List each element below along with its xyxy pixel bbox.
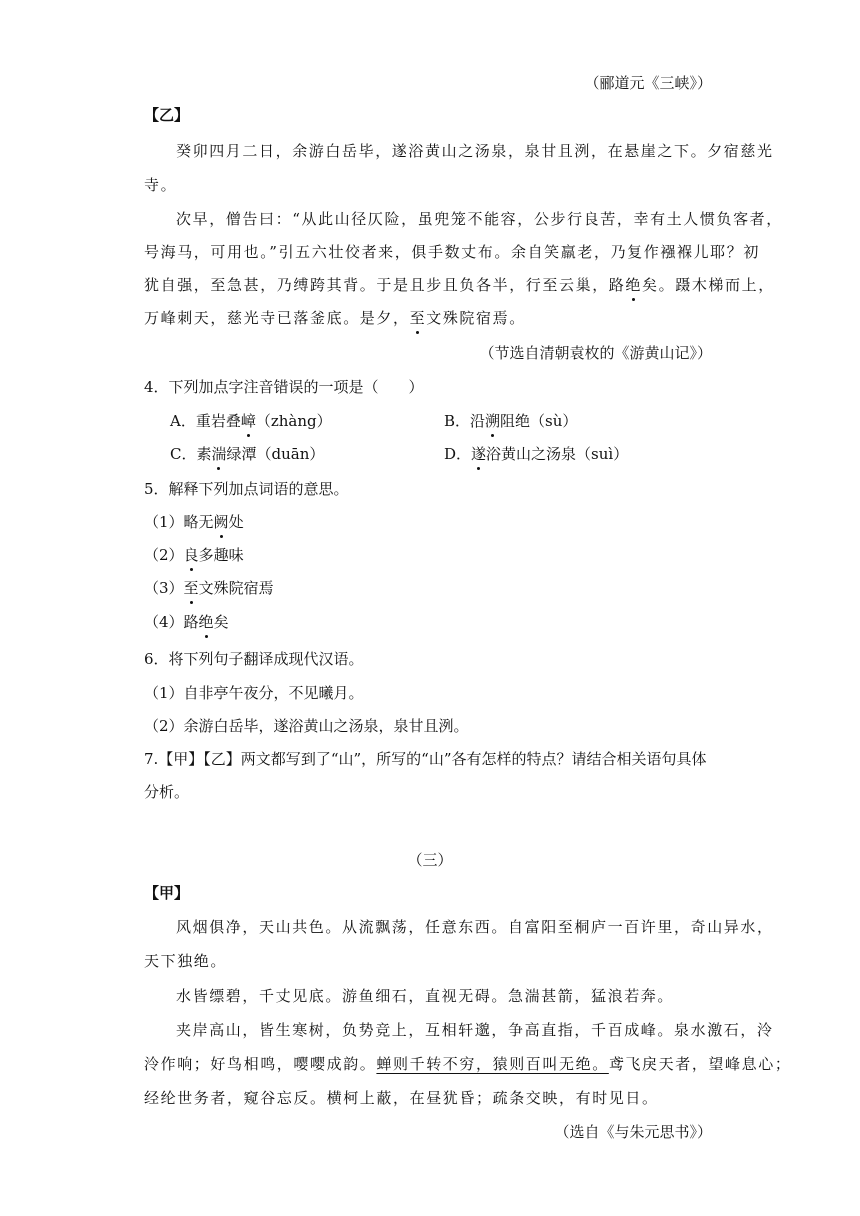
text-segment: 处: [228, 513, 244, 531]
text-segment: 矣。蹑木梯而上，: [642, 276, 775, 294]
question-7-stem-continued: 分析。: [144, 783, 190, 801]
question-6-stem: 6．将下列句子翻译成现代汉语。: [144, 650, 364, 668]
dotted-character: 湍: [211, 445, 227, 463]
passage-jia-line: 夹岸高山，皆生寒树，负势竞上，互相轩邈，争高直指，千百成峰。泉水激石，泠: [176, 1021, 774, 1039]
text-segment: （3）: [144, 579, 184, 597]
source-citation-jia: （郦道元《三峡》）: [584, 74, 712, 92]
text-segment: （zhàng）: [255, 412, 332, 430]
text-segment: （4）路: [144, 613, 199, 631]
text-segment: 文殊院宿焉。: [426, 309, 526, 327]
text-segment: A．重岩叠: [170, 412, 241, 430]
text-segment: 犹自强，至急甚，乃缚跨其背。于是且步且负各半，行至云巢，路: [144, 276, 626, 294]
question-5-item: [144, 611, 229, 633]
option-c: [170, 443, 324, 465]
option-a: [170, 410, 332, 432]
text-segment: 鸢飞戾天者，望峰息心；: [608, 1055, 792, 1073]
question-5-item: [144, 544, 244, 566]
text-segment: 阻绝（sù）: [500, 412, 578, 430]
option-b: [444, 410, 577, 432]
dotted-character: 嶂: [240, 412, 256, 430]
question-6-item: （1）自非亭午夜分，不见曦月。: [144, 684, 364, 702]
passage-yi-line: 寺。: [144, 176, 178, 194]
source-citation-3: （选自《与朱元思书》）: [554, 1123, 712, 1141]
question-4-stem: 4．下列加点字注音错误的一项是（ ）: [144, 378, 424, 396]
dotted-character: 至: [183, 579, 199, 597]
passage-jia-line: 风烟俱净，天山共色。从流飘荡，任意东西。自富阳至桐庐一百许里，奇山异水，: [176, 918, 774, 936]
text-segment: 矣: [213, 613, 229, 631]
passage-yi-line: 次早，僧告曰：“从此山径仄险，虽兜笼不能容，公步行良苦，幸有土人惯负客者，: [176, 210, 783, 228]
passage-jia-line: 水皆缥碧，千丈见底。游鱼细石，直视无碍。急湍甚箭，猛浪若奔。: [176, 987, 675, 1005]
text-segment: （2）: [144, 546, 184, 564]
section-heading-3: （三）: [407, 851, 453, 869]
underlined-sentence: 蝉则千转不穷，猿则百叫无绝。: [376, 1055, 609, 1073]
text-segment: 万峰刺天，慈光寺已落釜底。是夕，: [144, 309, 410, 327]
text-segment: D．: [444, 445, 472, 463]
question-5-item: [144, 511, 244, 533]
text-segment: 文殊院宿焉: [198, 579, 274, 597]
text-segment: 多趣味: [198, 546, 244, 564]
text-segment: B．沿: [444, 412, 486, 430]
section-label-jia: 【甲】: [144, 884, 190, 902]
text-segment: C．素: [170, 445, 212, 463]
source-citation-yi: （节选自清朝袁枚的《游黄山记》）: [479, 344, 712, 362]
section-label-yi: 【乙】: [144, 106, 190, 124]
question-7-stem: 7.【甲】【乙】两文都写到了“山”，所写的“山”各有怎样的特点？请结合相关语句具体: [144, 750, 707, 768]
dotted-character: 阙: [213, 513, 229, 531]
passage-jia-line: 经纶世务者，窥谷忘反。横柯上蔽，在昼犹昏；疏条交映，有时见日。: [144, 1089, 659, 1107]
text-segment: 绿潭（duān）: [226, 445, 325, 463]
question-5-item: [144, 577, 274, 599]
passage-yi-line: [144, 274, 775, 296]
passage-yi-line: 癸卯四月二日，余游白岳毕，遂浴黄山之汤泉，泉甘且洌，在悬崖之下。夕宿慈光: [176, 142, 774, 160]
dotted-character: 良: [183, 546, 199, 564]
dotted-character: 至: [409, 309, 427, 327]
dotted-character: 绝: [198, 613, 214, 631]
passage-jia-line: [144, 1053, 791, 1075]
passage-yi-line: [144, 307, 526, 329]
dotted-character: 溯: [485, 412, 501, 430]
passage-yi-line: 号海马，可用也。”引五六壮佼者来，俱手数丈布。余自笑羸老，乃复作襁褓儿耶？初: [144, 243, 760, 261]
text-segment: 浴黄山之汤泉（suì）: [486, 445, 629, 463]
dotted-character: 遂: [471, 445, 487, 463]
passage-jia-line: 天下独绝。: [144, 952, 228, 970]
text-segment: （1）略无: [144, 513, 214, 531]
dotted-character: 绝: [625, 276, 643, 294]
text-segment: 泠作响；好鸟相鸣，嘤嘤成韵。: [144, 1055, 377, 1073]
option-d: [444, 443, 628, 465]
question-5-stem: 5．解释下列加点词语的意思。: [144, 480, 349, 498]
question-6-item: （2）余游白岳毕，遂浴黄山之汤泉，泉甘且洌。: [144, 717, 469, 735]
